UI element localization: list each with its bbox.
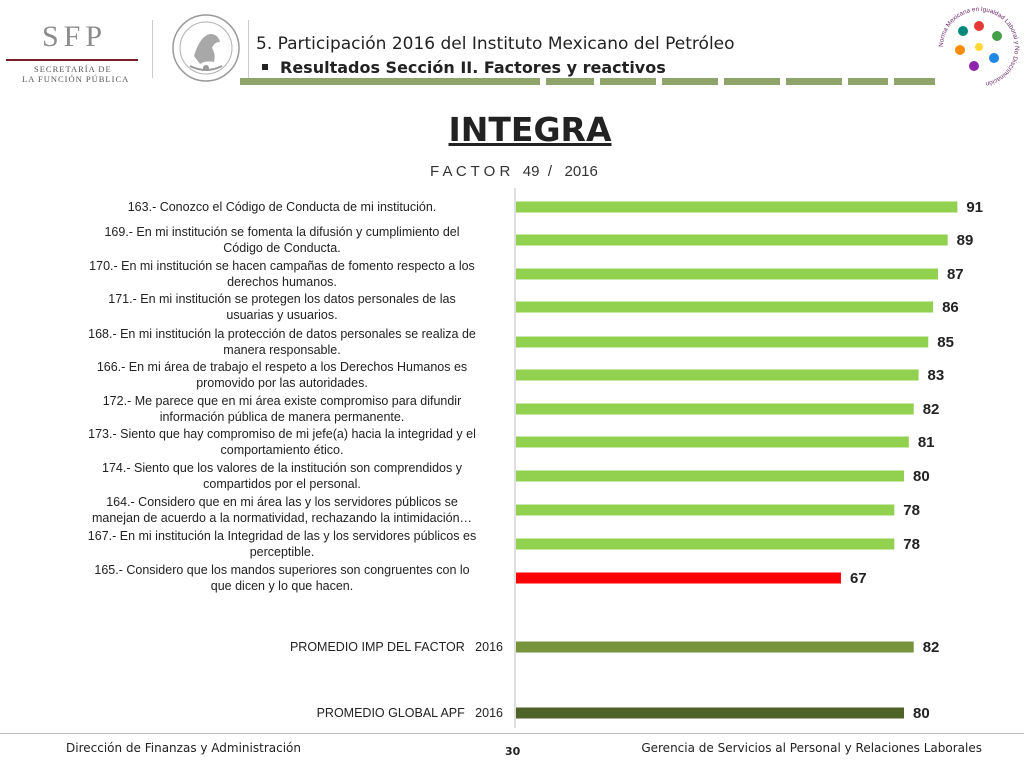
chart-title: INTEGRA <box>448 110 612 149</box>
data-label-3: 87 <box>946 266 964 283</box>
category-label-8-line-1: 173.- Siento que hay compromiso de mi jefe(a) hacia la integridad y el <box>88 427 476 441</box>
footer-rule <box>0 733 1024 734</box>
category-label-14-line-1: PROMEDIO GLOBAL APF 2016 <box>316 706 503 720</box>
data-label-14: 80 <box>913 705 930 722</box>
category-label-6-line-2: promovido por las autoridades. <box>196 376 368 390</box>
category-label-12-line-1: 165.- Considero que los mandos superiores son congruentes con lo <box>94 563 470 577</box>
footer-left-text: Dirección de Finanzas y Administración <box>66 741 301 755</box>
data-label-5: 85 <box>937 334 954 351</box>
category-label-2-line-1: 169.- En mi institución se fomenta la difusión y cumplimiento del <box>104 225 460 239</box>
bar-8 <box>516 437 909 448</box>
bar-14 <box>516 708 904 719</box>
bar-1 <box>516 202 957 213</box>
category-label-7-line-2: información pública de manera permanente. <box>159 410 405 424</box>
bar-6 <box>516 370 919 381</box>
bar-11 <box>516 539 894 550</box>
category-label-2-line-2: Código de Conducta. <box>223 241 341 255</box>
category-label-8-line-2: comportamiento ético. <box>220 443 344 457</box>
category-label-9-line-2: compartidos por el personal. <box>203 477 361 491</box>
category-label-5-line-1: 168.- En mi institución la protección de datos personales se realiza de <box>88 327 476 341</box>
data-label-11: 78 <box>903 536 920 553</box>
category-label-5-line-2: manera responsable. <box>223 343 341 357</box>
data-label-9: 80 <box>913 468 930 485</box>
bar-9 <box>516 471 904 482</box>
bar-5 <box>516 337 928 348</box>
bar-12 <box>516 573 841 584</box>
data-label-1: 91 <box>966 199 984 216</box>
category-label-11-line-2: perceptible. <box>249 545 315 559</box>
page-number: 30 <box>505 745 521 758</box>
data-label-7: 82 <box>922 401 940 418</box>
category-label-12-line-2: que dicen y lo que hacen. <box>210 579 354 593</box>
category-label-13-line-1: PROMEDIO IMP DEL FACTOR 2016 <box>289 640 503 654</box>
category-label-4-line-1: 171.- En mi institución se protegen los datos personales de las <box>108 292 456 306</box>
data-label-8: 81 <box>917 434 935 451</box>
bar-3 <box>516 269 938 280</box>
data-label-6: 83 <box>927 367 945 384</box>
emblem-ring-text: Norma Mexicana en Igualdad Laboral y No Discriminación <box>937 5 1021 88</box>
data-label-10: 78 <box>903 502 920 519</box>
category-label-3-line-1: 170.- En mi institución se hacen campañas de fomento respecto a los <box>89 259 475 273</box>
page-subheading-text: Resultados Sección II. Factores y reactivos <box>280 58 666 77</box>
category-label-11-line-1: 167.- En mi institución la Integridad de las y los servidores públicos es <box>87 529 477 543</box>
category-label-6-line-1: 166.- En mi área de trabajo el respeto a los Derechos Humanos es <box>96 360 468 374</box>
category-label-4-line-2: usuarias y usuarios. <box>226 308 338 322</box>
category-label-3-line-2: derechos humanos. <box>227 275 337 289</box>
category-label-10-line-1: 164.- Considero que en mi área las y los servidores públicos se <box>106 495 458 509</box>
bar-13 <box>516 642 914 653</box>
data-label-12: 67 <box>849 570 867 587</box>
data-label-4: 86 <box>942 299 959 316</box>
category-label-10-line-2: manejan de acuerdo a la normatividad, rechazando la intimidación… <box>91 511 473 525</box>
bar-2 <box>516 235 948 246</box>
chart-subtitle: F A C T O R 49 / 2016 <box>430 163 598 180</box>
category-label-7-line-1: 172.- Me parece que en mi área existe compromiso para difundir <box>102 394 462 408</box>
footer-right-text: Gerencia de Servicios al Personal y Relaciones Laborales <box>641 741 982 755</box>
sfp-logo-sub1: SECRETARÍA DE <box>34 64 112 74</box>
sfp-logo-text: SFP <box>42 20 108 53</box>
data-label-13: 82 <box>922 639 940 656</box>
category-label-1-line-1: 163.- Conozco el Código de Conducta de mi institución. <box>127 200 437 214</box>
bar-4 <box>516 302 933 313</box>
category-label-9-line-1: 174.- Siento que los valores de la institución son comprendidos y <box>102 461 462 475</box>
sfp-logo-sub2: LA FUNCIÓN PÚBLICA <box>22 74 130 84</box>
data-label-2: 89 <box>956 232 974 249</box>
page-heading: 5. Participación 2016 del Instituto Mexicano del Petróleo <box>256 34 735 54</box>
bar-10 <box>516 505 894 516</box>
bar-7 <box>516 404 914 415</box>
